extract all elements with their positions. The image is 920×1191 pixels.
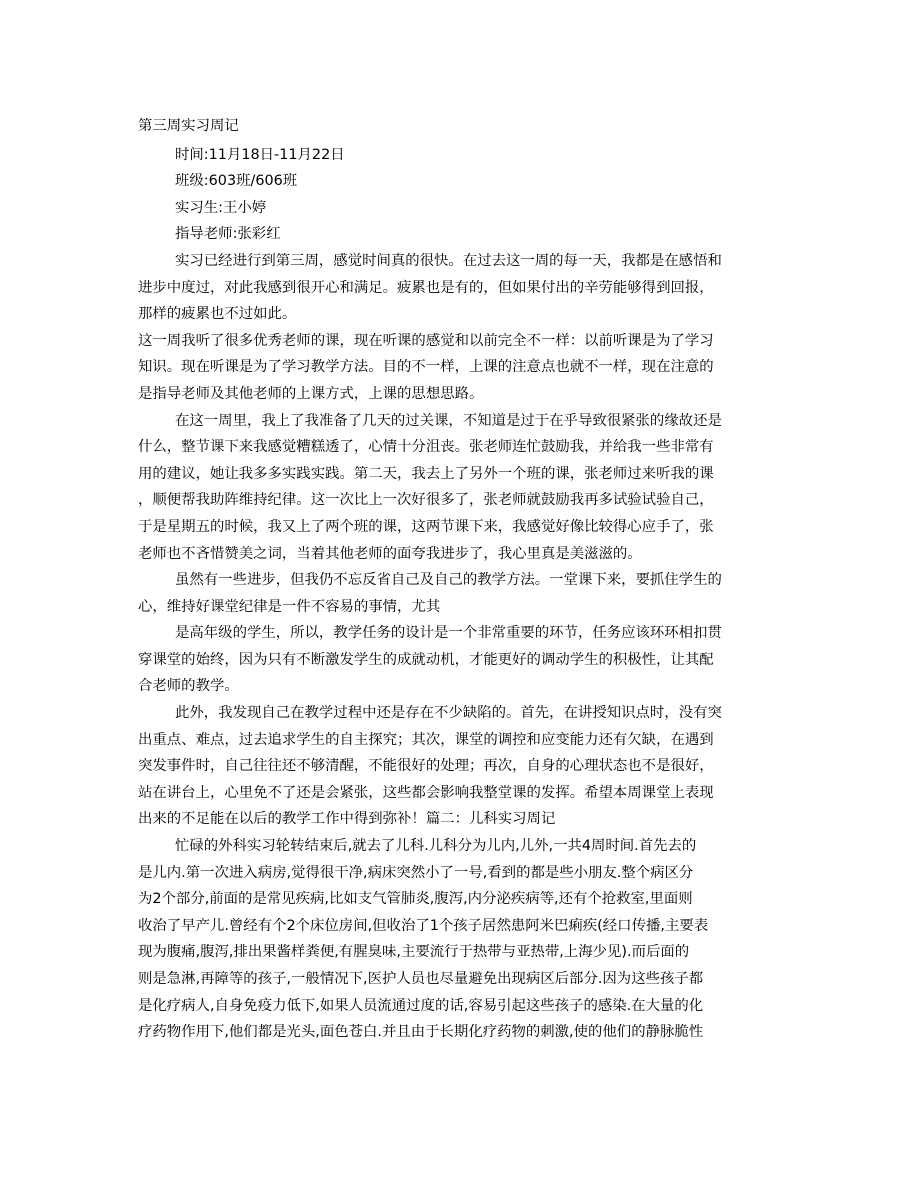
document-body <box>138 248 798 1046</box>
paragraph-line: 知识。现在听课是为了学习教学方法。目的不一样，上课的注意点也就不一样，现在注意的 <box>138 359 714 376</box>
paragraph-line: 疗药物作用下,他们都是光头,面色苍白.并且由于长期化疗药物的刺激,使的他们的静脉脆性 <box>138 1024 704 1041</box>
paragraph-line: 是指导老师及其他老师的上课方式，上课的思想思路。 <box>138 385 484 402</box>
paragraph-line: 用的建议，她让我多多实践实践。第二天，我去上了另外一个班的课，张老师过来听我的课 <box>138 465 714 482</box>
paragraph <box>138 620 798 700</box>
paragraph <box>138 248 798 328</box>
paragraph-line: 此外，我发现自己在教学过程中还是存在不少缺陷的。首先，在讲授知识点时，没有突 <box>175 705 722 722</box>
paragraph <box>138 408 798 568</box>
paragraph <box>138 328 798 408</box>
paragraph-line: 那样的疲累也不过如此。 <box>138 306 297 323</box>
paragraph-line: 则是急淋,再障等的孩子,一般情况下,医护人员也尽量避免出现病区后部分.因为这些孩子都 <box>138 971 704 987</box>
paragraph-line: 现为腹痛,腹泻,排出果酱样粪便,有腥臭味,主要流行于热带与亚热带,上海少见).而后面的 <box>138 944 690 961</box>
paragraph-line: 老师也不吝惜赞美之词，当着其他老师的面夸我进步了，我心里真是美滋滋的。 <box>138 545 642 562</box>
document-meta <box>138 142 798 248</box>
document-page <box>138 113 798 1046</box>
paragraph-line: 什么，整节课下来我感觉糟糕透了，心情十分沮丧。张老师连忙鼓励我，并给我一些非常有 <box>138 439 714 456</box>
paragraph-line: 于是星期五的时候，我又上了两个班的课，这两节课下来，我感觉好像比较得心应手了，张 <box>138 518 714 535</box>
paragraph-line: 是高年级的学生，所以，教学任务的设计是一个非常重要的环节，任务应该环环相扣贯 <box>175 625 722 642</box>
paragraph-line: 虽然有一些进步，但我仍不忘反省自己及自己的教学方法。一堂课下来，要抓住学生的 <box>175 572 722 589</box>
paragraph-line: 站在讲台上，心里免不了还是会紧张，这些都会影响我整堂课的发挥。希望本周课堂上表现 <box>138 784 714 801</box>
paragraph-line: 合老师的教学。 <box>138 678 239 695</box>
paragraph-line: 穿课堂的始终，因为只有不断激发学生的成就动机，才能更好的调动学生的积极性，让其配 <box>138 651 714 668</box>
paragraph-line: 是儿内.第一次进入病房,觉得很干净,病床突然小了一号,看到的都是些小朋友.整个病区分 <box>138 864 694 881</box>
paragraph-line: ，顺便帮我助阵维持纪律。这一次比上一次好很多了，张老师就鼓励我再多试验试验自己， <box>138 492 714 509</box>
paragraph <box>138 700 798 833</box>
meta-class: 班级:603班/606班 <box>175 173 298 190</box>
paragraph-line: 为2个部分,前面的是常见疾病,比如支气管肺炎,腹泻,内分泌疾病等,还有个抢救室,里面则 <box>138 891 693 908</box>
paragraph-line: 在这一周里，我上了我准备了几天的过关课，不知道是过于在乎导致很紧张的缘故还是 <box>175 412 722 429</box>
paragraph <box>138 833 798 1046</box>
meta-intern: 实习生:王小婷 <box>175 199 267 216</box>
paragraph-line: 实习已经进行到第三周，感觉时间真的很快。在过去这一周的每一天，我都是在感悟和 <box>175 252 722 269</box>
meta-supervisor: 指导老师:张彩红 <box>175 226 281 243</box>
meta-time: 时间:11月18日-11月22日 <box>175 146 345 163</box>
paragraph-line: 是化疗病人,自身免疫力低下,如果人员流通过度的话,容易引起这些孩子的感染.在大量的化 <box>138 997 704 1014</box>
paragraph-line: 出重点、难点，过去追求学生的自主探究；其次，课堂的调控和应变能力还有欠缺，在遇到 <box>138 731 714 748</box>
paragraph-line: 收治了早产儿.曾经有个2个床位房间,但收治了1个孩子居然患阿米巴痢疾(经口传播,主要表 <box>138 917 709 934</box>
paragraph-line: 忙碌的外科实习轮转结束后,就去了儿科.儿科分为儿内,儿外,一共4周时间.首先去的 <box>175 838 697 855</box>
paragraph <box>138 567 798 620</box>
paragraph-line: 这一周我听了很多优秀老师的课，现在听课的感觉和以前完全不一样：以前听课是为了学习 <box>138 332 714 349</box>
paragraph-line: 进步中度过，对此我感到很开心和满足。疲累也是有的，但如果付出的辛劳能够得到回报， <box>138 279 714 296</box>
document-title: 第三周实习周记 <box>138 118 239 134</box>
paragraph-line: 出来的不足能在以后的教学工作中得到弥补！篇二：儿科实习周记 <box>138 811 556 828</box>
paragraph-line: 突发事件时，自己往往还不够清醒，不能很好的处理；再次，自身的心理状态也不是很好， <box>138 758 714 775</box>
paragraph-line: 心，维持好课堂纪律是一件不容易的事情，尤其 <box>138 598 441 615</box>
